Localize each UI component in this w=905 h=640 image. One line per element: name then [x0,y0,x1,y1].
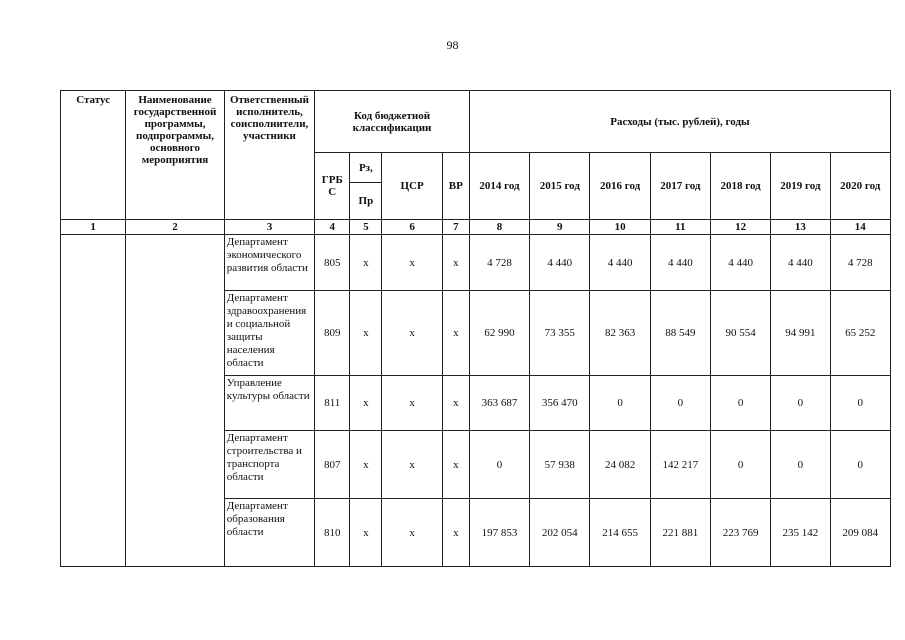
value-cell: 197 853 [469,499,529,567]
value-cell: 4 728 [830,235,890,291]
column-number: 8 [469,220,529,235]
grbs-cell: 811 [315,376,350,431]
value-cell: 88 549 [650,291,710,376]
header-program-name: Наименование государственной программы, подпрограммы, основного мероприятия [126,91,224,220]
executor-cell: Департамент строительства и транспорта области [224,431,314,499]
column-number: 7 [442,220,469,235]
executor-cell: Департамент экономического развития области [224,235,314,291]
page-number: 98 [446,38,459,52]
value-cell: 0 [711,376,771,431]
header-status: Статус [61,91,126,220]
value-cell: 4 440 [771,235,830,291]
header-year-2020: 2020 год [830,153,890,220]
column-number: 12 [711,220,771,235]
value-cell: 209 084 [830,499,890,567]
header-year-2014: 2014 год [469,153,529,220]
value-cell: 0 [830,431,890,499]
csr-cell: х [382,376,442,431]
column-number: 13 [771,220,830,235]
table-row [61,235,891,291]
grbs-cell: 810 [315,499,350,567]
value-cell: 0 [771,376,830,431]
value-cell: 356 470 [530,376,590,431]
csr-cell: х [382,431,442,499]
value-cell: 90 554 [711,291,771,376]
program-name-cell [126,235,224,567]
value-cell: 0 [830,376,890,431]
header-expenses: Расходы (тыс. рублей), годы [469,91,890,153]
grbs-cell: 805 [315,235,350,291]
csr-cell: х [382,499,442,567]
header-year-2016: 2016 год [590,153,650,220]
header-budget-code: Код бюджетной классификации [315,91,470,153]
executor-cell: Управление культуры области [224,376,314,431]
column-number: 1 [61,220,126,235]
value-cell: 0 [650,376,710,431]
column-number: 9 [530,220,590,235]
header-grbs: ГРБ С [315,153,350,220]
executor-cell: Департамент образования области [224,499,314,567]
value-cell: 4 440 [590,235,650,291]
value-cell: 0 [771,431,830,499]
header-pr: Пр [350,183,382,220]
column-number: 2 [126,220,224,235]
value-cell: 82 363 [590,291,650,376]
value-cell: 223 769 [711,499,771,567]
budget-table [60,90,891,567]
value-cell: 57 938 [530,431,590,499]
value-cell: 24 082 [590,431,650,499]
vr-cell: х [442,376,469,431]
value-cell: 4 440 [650,235,710,291]
vr-cell: х [442,499,469,567]
header-executor: Ответственный исполнитель, соисполнители, участники [224,91,314,220]
status-cell [61,235,126,567]
value-cell: 0 [590,376,650,431]
rzpr-cell: х [350,235,382,291]
header-vr: ВР [442,153,469,220]
column-number: 4 [315,220,350,235]
grbs-cell: 809 [315,291,350,376]
header-csr: ЦСР [382,153,442,220]
rzpr-cell: х [350,376,382,431]
vr-cell: х [442,291,469,376]
value-cell: 214 655 [590,499,650,567]
value-cell: 363 687 [469,376,529,431]
value-cell: 4 440 [711,235,771,291]
header-year-2018: 2018 год [711,153,771,220]
header-year-2017: 2017 год [650,153,710,220]
value-cell: 73 355 [530,291,590,376]
value-cell: 4 728 [469,235,529,291]
header-year-2019: 2019 год [771,153,830,220]
value-cell: 65 252 [830,291,890,376]
value-cell: 221 881 [650,499,710,567]
column-number: 3 [224,220,314,235]
value-cell: 4 440 [530,235,590,291]
rzpr-cell: х [350,499,382,567]
value-cell: 0 [469,431,529,499]
csr-cell: х [382,235,442,291]
column-number: 11 [650,220,710,235]
header-year-2015: 2015 год [530,153,590,220]
rzpr-cell: х [350,431,382,499]
csr-cell: х [382,291,442,376]
vr-cell: х [442,431,469,499]
value-cell: 94 991 [771,291,830,376]
value-cell: 142 217 [650,431,710,499]
grbs-cell: 807 [315,431,350,499]
column-number: 14 [830,220,890,235]
value-cell: 0 [711,431,771,499]
value-cell: 62 990 [469,291,529,376]
column-number: 6 [382,220,442,235]
column-number-row [61,220,891,235]
executor-cell: Департамент здравоохранения и социальной защиты населения области [224,291,314,376]
vr-cell: х [442,235,469,291]
header-rz: Рз, [350,153,382,183]
value-cell: 235 142 [771,499,830,567]
column-number: 5 [350,220,382,235]
rzpr-cell: х [350,291,382,376]
value-cell: 202 054 [530,499,590,567]
column-number: 10 [590,220,650,235]
